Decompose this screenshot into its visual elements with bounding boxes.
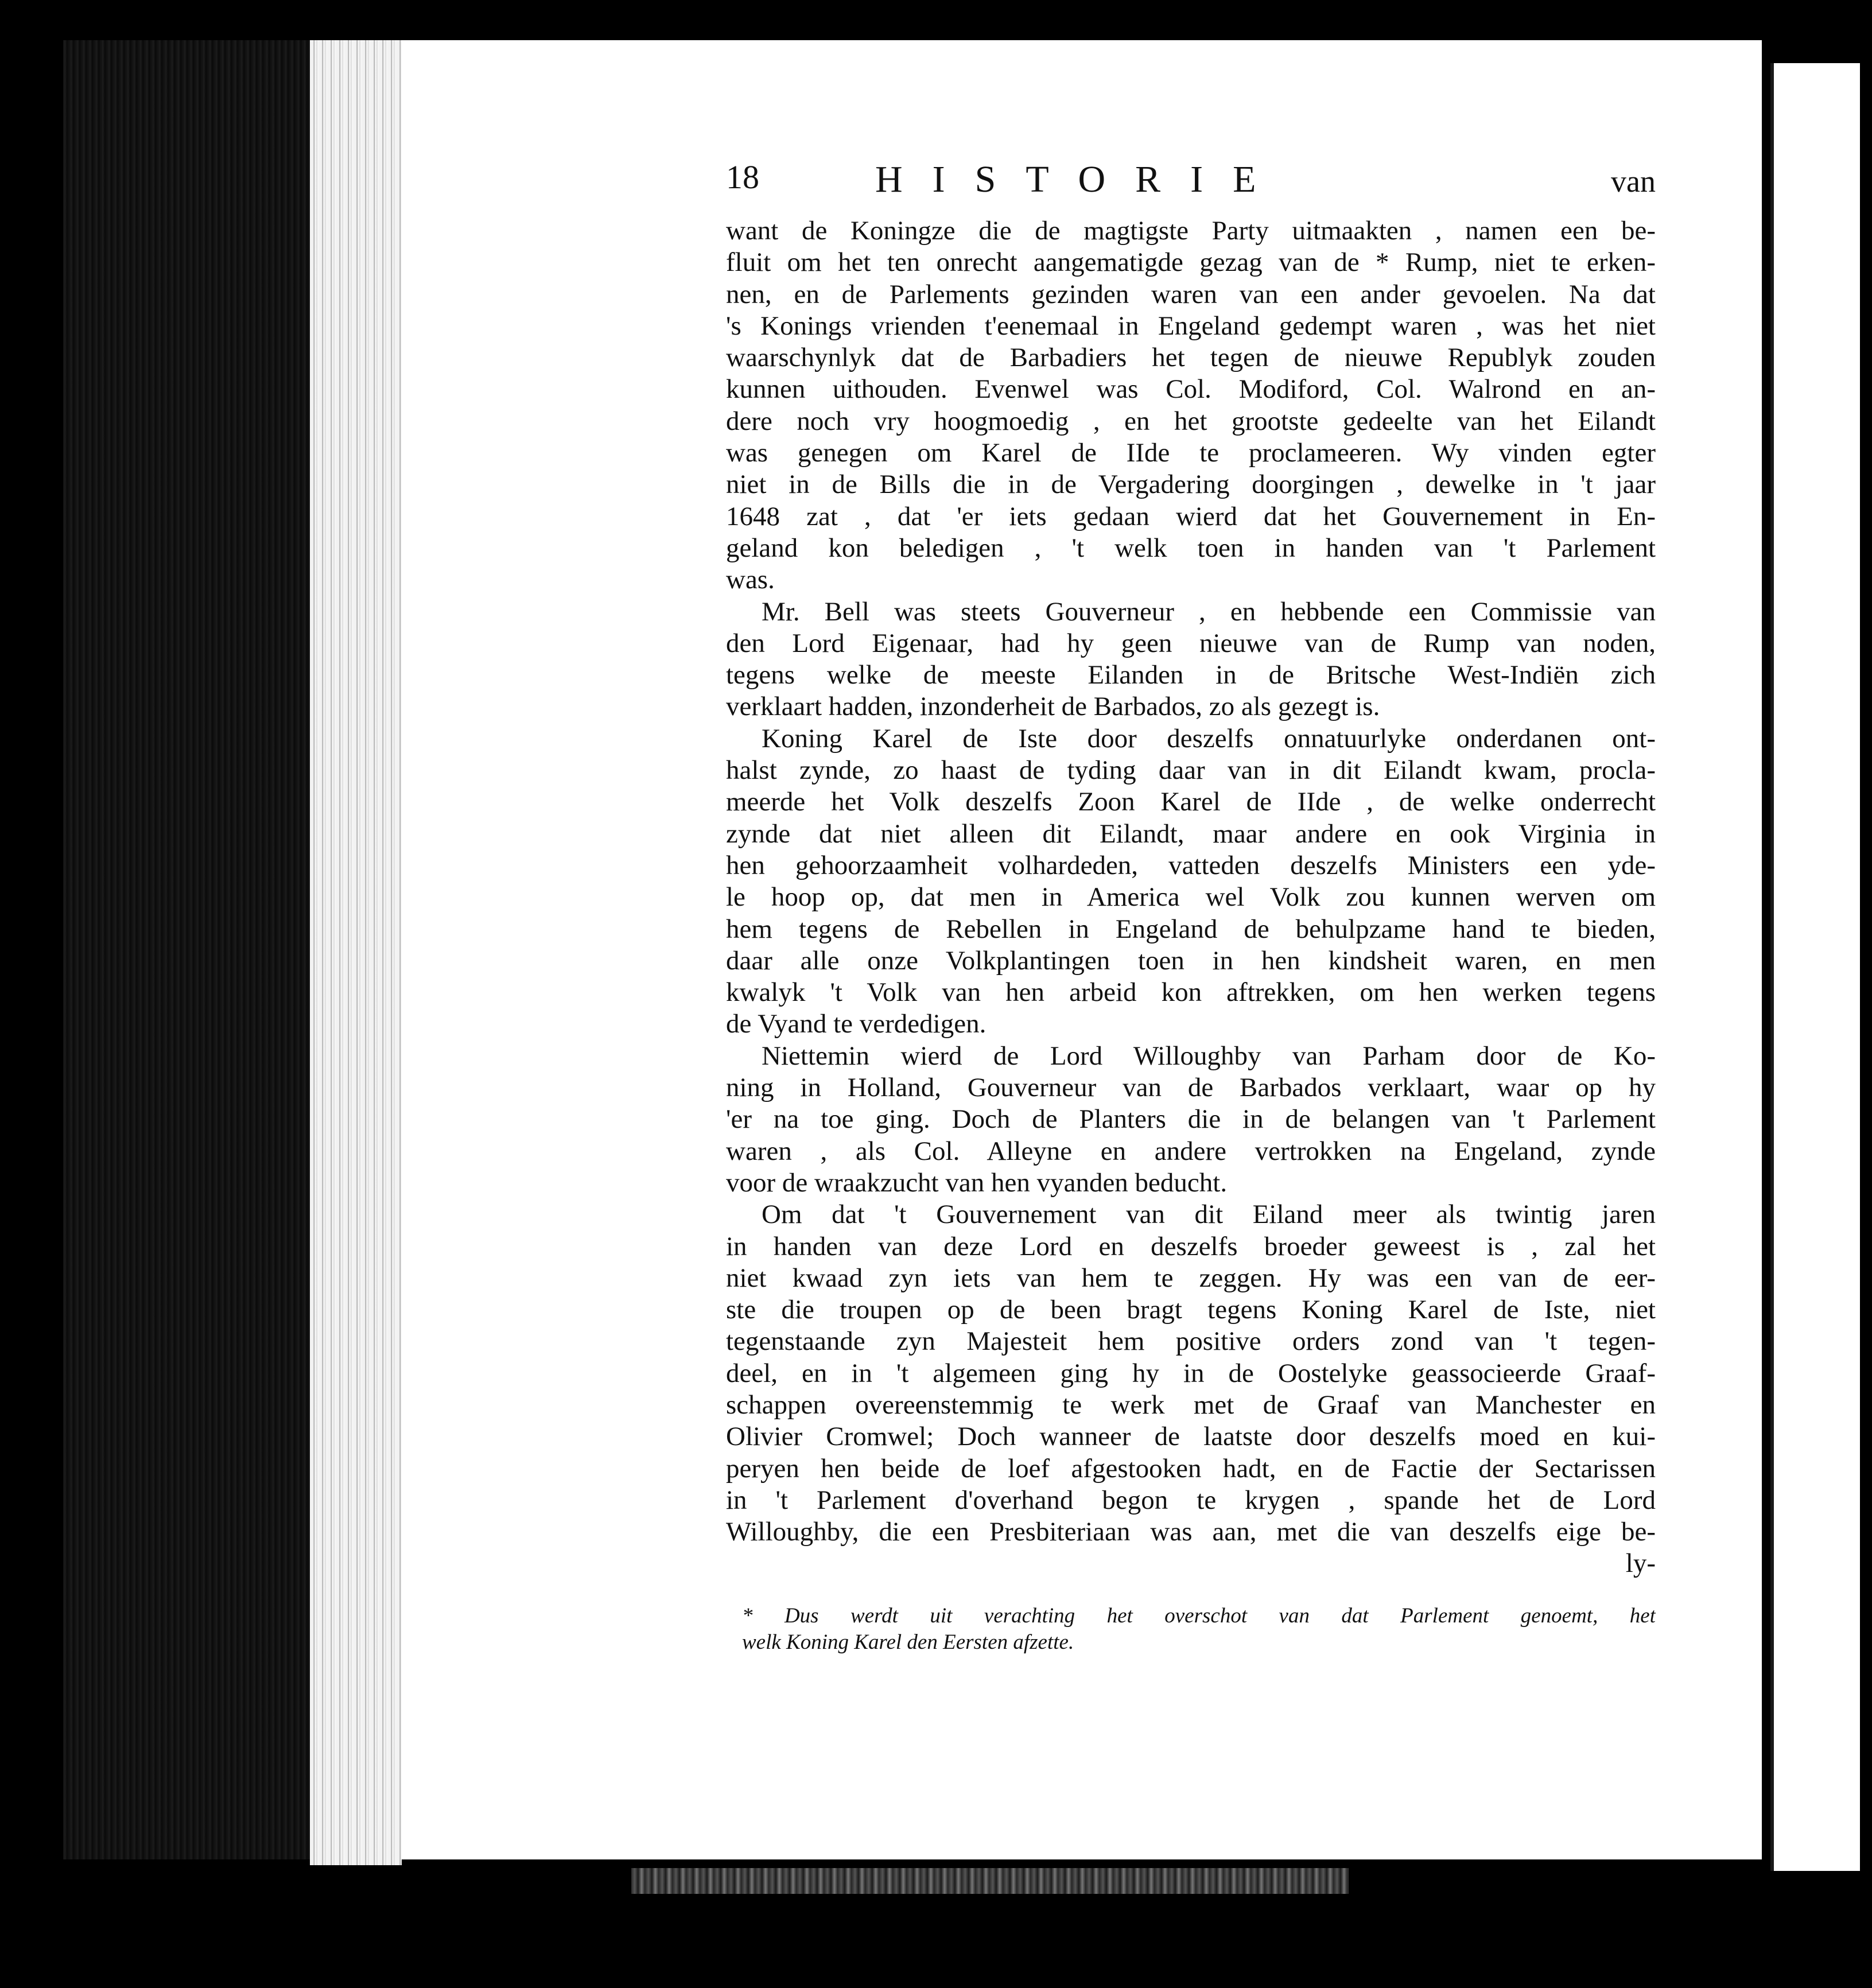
text-line: waarschynlyk dat de Barbadiers het tegen de nieuwe Republyk zouden xyxy=(726,343,1656,373)
text-line: fluit om het ten onrecht aangematigde gezag van de * Rump, niet te erken- xyxy=(726,247,1656,278)
text-line: halst zynde, zo haast de tyding daar van in dit Eilandt kwam, procla- xyxy=(726,755,1656,786)
footnote xyxy=(726,1603,1656,1656)
text-line: dere noch vry hoogmoedig , en het grootste gedeelte van het Eilandt xyxy=(726,406,1656,436)
text-line: tegenstaande zyn Majesteit hem positive orders zond van 't tegen- xyxy=(726,1326,1656,1357)
footnote-line: * Dus werdt uit verachting het overschot van dat Parlement genoemt, het xyxy=(742,1603,1656,1628)
text-line: meerde het Volk deszelfs Zoon Karel de IIde , de welke onderrecht xyxy=(726,787,1656,817)
text-line: in handen van deze Lord en deszelfs broeder geweest is , zal het xyxy=(726,1231,1656,1261)
text-line: peryen hen beide de loef afgestooken hadt, en de Factie der Sectarissen xyxy=(726,1453,1656,1484)
text-line: nen, en de Parlements gezinden waren van een ander gevoelen. Na dat xyxy=(726,279,1656,309)
text-line: was genegen om Karel de IIde te proclameeren. Wy vinden egter xyxy=(726,438,1656,468)
text-line: kwalyk 't Volk van hen arbeid kon aftrekken, om hen werken tegens xyxy=(726,977,1656,1008)
body-text xyxy=(726,215,1656,1580)
page-stack-edges xyxy=(310,40,402,1865)
text-line: ste die troupen op de been bragt tegens Koning Karel de Iste, niet xyxy=(726,1295,1656,1325)
catchword: ly- xyxy=(1625,1548,1656,1579)
paragraph-start-line: Mr. Bell was steets Gouverneur , en hebbende een Commissie van xyxy=(762,596,1656,627)
text-line: geland kon beledigen , 't welk toen in handen van 't Parlement xyxy=(726,533,1656,563)
text-line: hem tegens de Rebellen in Engeland de behulpzame hand te bieden, xyxy=(726,914,1656,944)
text-line: was. xyxy=(726,565,775,595)
book-edge xyxy=(63,40,310,1859)
running-head-word: van xyxy=(1611,164,1656,199)
paragraph-start-line: Niettemin wierd de Lord Willoughby van Parham door de Ko- xyxy=(762,1040,1656,1071)
next-page-sliver xyxy=(1770,63,1860,1871)
text-line: in 't Parlement d'overhand begon te krygen , spande het de Lord xyxy=(726,1485,1656,1515)
text-line: hen gehoorzaamheit volhardeden, vatteden deszelfs Ministers een yde- xyxy=(726,850,1656,880)
text-line: want de Koningze die de magtigste Party uitmaakten , namen een be- xyxy=(726,216,1656,246)
text-line: niet in de Bills die in de Vergadering doorgingen , dewelke in 't jaar xyxy=(726,469,1656,500)
text-line: 'er na toe ging. Doch de Planters die in de belangen van 't Parlement xyxy=(726,1104,1656,1135)
running-head-title: HISTORIE xyxy=(875,158,1286,200)
text-line: waren , als Col. Alleyne en andere vertrokken na Engeland, zynde xyxy=(726,1136,1656,1166)
text-line: le hoop op, dat men in America wel Volk zou kunnen werven om xyxy=(726,882,1656,913)
text-line: verklaart hadden, inzonderheit de Barbados, zo als gezegt is. xyxy=(726,692,1380,722)
page-number: 18 xyxy=(726,158,759,196)
text-block xyxy=(726,158,1656,1656)
text-line: niet kwaad zyn iets van hem te zeggen. Hy was een van de eer- xyxy=(726,1263,1656,1293)
text-line: daar alle onze Volkplantingen toen in hen kindsheit waren, en men xyxy=(726,945,1656,976)
text-line: ning in Holland, Gouverneur van de Barbados verklaart, waar op hy xyxy=(726,1073,1656,1103)
text-line: Willoughby, die een Presbiteriaan was aan, met die van deszelfs eige be- xyxy=(726,1517,1656,1547)
paragraph-start-line: Om dat 't Gouvernement van dit Eiland meer als twintig jaren xyxy=(762,1199,1656,1230)
text-line: den Lord Eigenaar, had hy geen nieuwe van de Rump van noden, xyxy=(726,628,1656,658)
text-line: de Vyand te verdedigen. xyxy=(726,1009,987,1039)
footnote-line: welk Koning Karel den Eersten afzette. xyxy=(742,1630,1074,1654)
text-line: schappen overeenstemmig te werk met de Graaf van Manchester en xyxy=(726,1389,1656,1420)
text-line: tegens welke de meeste Eilanden in de Britsche West-Indiën zich xyxy=(726,660,1656,690)
text-line: 1648 zat , dat 'er iets gedaan wierd dat het Gouvernement in En- xyxy=(726,501,1656,531)
text-line: deel, en in 't algemeen ging hy in de Oostelyke geassocieerde Graaf- xyxy=(726,1358,1656,1388)
text-line: zynde dat niet alleen dit Eilandt, maar andere en ook Virginia in xyxy=(726,818,1656,849)
text-line: kunnen uithouden. Evenwel was Col. Modiford, Col. Walrond en an- xyxy=(726,374,1656,405)
bottom-page-edge xyxy=(631,1868,1349,1894)
text-line: 's Konings vrienden t'eenemaal in Engeland gedempt waren , was het niet xyxy=(726,310,1656,341)
paragraph-start-line: Koning Karel de Iste door deszelfs onnatuurlyke onderdanen ont- xyxy=(762,723,1656,754)
text-line: voor de wraakzucht van hen vyanden beducht. xyxy=(726,1167,1228,1198)
running-head xyxy=(726,158,1656,215)
text-line: Olivier Cromwel; Doch wanneer de laatste door deszelfs moed en kui- xyxy=(726,1422,1656,1452)
